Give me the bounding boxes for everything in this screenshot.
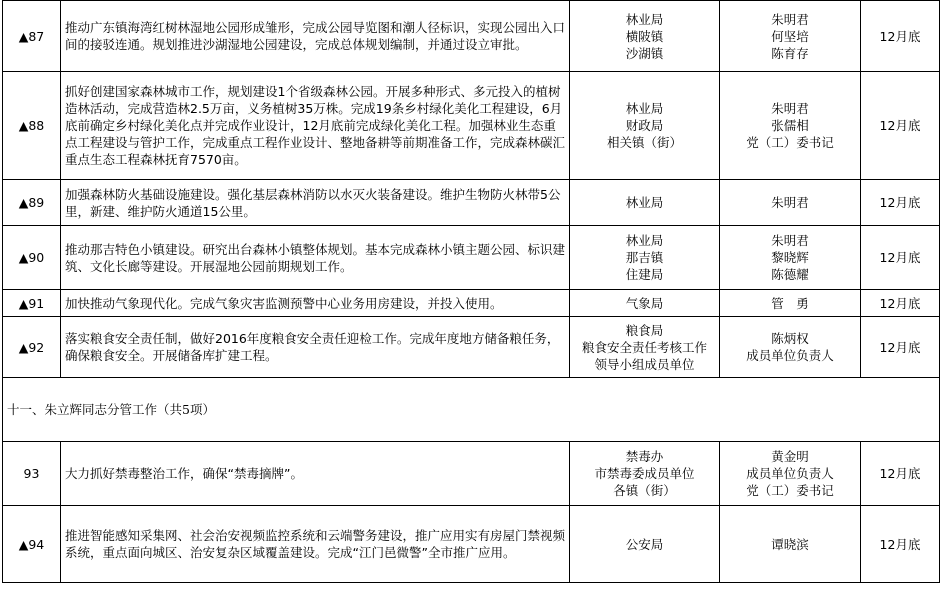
department-name: 各镇（街） [613,483,676,498]
person-name: 管 勇 [771,295,809,311]
department-name: 领导小组成员单位 [594,356,695,372]
person-name: 张儒相 [771,118,809,133]
task-description: 推进智能感知采集网、社会治安视频监控系统和云端警务建设，推广应用实有房屋门禁视频系统，重点面向城区、治安复杂区域覆盖建设。完成“江门邑微警”全市推广应用。 [61,506,570,583]
deadline: 12月底 [861,290,940,317]
department-name: 粮食安全责任考核工作 [581,339,707,355]
work-task-table [2,0,940,583]
person-name: 成员单位负责人 [746,466,834,481]
person-name: 朱明君 [771,233,809,248]
department-name: 林业局 [625,11,664,27]
person-name: 陈德耀 [771,267,809,282]
person-name: 党（工）委书记 [746,483,834,498]
table-row [3,1,940,72]
department-name: 林业局 [625,195,664,210]
responsible-departments [570,442,720,506]
department-name: 林业局 [625,233,664,248]
table-row [3,290,940,317]
table-row [3,506,940,583]
responsible-persons [720,226,861,290]
responsible-persons [720,442,861,506]
deadline: 12月底 [861,1,940,72]
item-number: ▲89 [3,180,61,226]
responsible-departments [570,506,720,583]
deadline: 12月底 [861,180,940,226]
person-name: 陈炳权 [771,331,809,346]
person-name: 朱明君 [771,11,809,27]
person-name: 黎晓辉 [771,250,809,265]
responsible-departments [570,226,720,290]
responsible-persons [720,290,861,317]
person-name: 黄金明 [771,449,809,464]
task-description: 推动广东镇海湾红树林湿地公园形成雏形，完成公园导览图和潮人径标识，实现公园出入口间的接驳连通。规划推进沙湖湿地公园建设，完成总体规划编制，并通过设立审批。 [61,1,570,72]
person-name: 朱明君 [771,101,809,116]
item-number: ▲87 [3,1,61,72]
deadline: 12月底 [861,442,940,506]
person-name: 陈育存 [771,45,809,61]
responsible-departments [570,72,720,180]
person-name: 谭晓滨 [771,536,809,552]
task-description: 推动那吉特色小镇建设。研究出台森林小镇整体规划。基本完成森林小镇主题公园、标识建筑、文化长廊等建设。开展湿地公园前期规划工作。 [61,226,570,290]
deadline: 12月底 [861,226,940,290]
task-description: 抓好创建国家森林城市工作，规划建设1个省级森林公园。开展多种形式、多元投入的植树造林活动，完成营造林2.5万亩，义务植树35万株。完成19条乡村绿化美化工程建设，6月底前确定乡村绿化美化点并完成作业设计，12月底前完成绿化美化工程。加强林业生态重点工程建设与管护工作，完成重点工程作业设计、整地备耕等前期准备工作，完成森林碳汇重点生态工程森林抚育7570亩。 [61,72,570,180]
department-name: 住建局 [625,267,664,282]
responsible-departments [570,317,720,378]
responsible-persons [720,1,861,72]
person-name: 何坚培 [771,28,809,44]
responsible-persons [720,72,861,180]
person-name: 成员单位负责人 [746,348,834,363]
department-name: 林业局 [625,101,664,116]
task-description: 加强森林防火基础设施建设。强化基层森林消防以水灭火装备建设。维护生物防火林带5公里，新建、维护防火通道15公里。 [61,180,570,226]
deadline: 12月底 [861,72,940,180]
department-name: 那吉镇 [625,250,664,265]
department-name: 气象局 [625,295,664,311]
person-name: 朱明君 [771,195,809,210]
department-name: 粮食局 [625,322,664,338]
responsible-departments [570,290,720,317]
item-number: ▲92 [3,317,61,378]
deadline: 12月底 [861,506,940,583]
item-number: ▲94 [3,506,61,583]
deadline: 12月底 [861,317,940,378]
item-number: 93 [3,442,61,506]
department-name: 财政局 [625,118,664,133]
table-row [3,180,940,226]
department-name: 市禁毒委成员单位 [594,466,695,481]
table-row [3,317,940,378]
department-name: 沙湖镇 [625,45,664,61]
task-description: 加快推动气象现代化。完成气象灾害监测预警中心业务用房建设，并投入使用。 [61,290,570,317]
person-name: 党（工）委书记 [746,135,834,150]
responsible-persons [720,506,861,583]
section-header-row [3,378,940,442]
responsible-departments [570,180,720,226]
department-name: 横陂镇 [625,28,664,44]
item-number: ▲90 [3,226,61,290]
item-number: ▲91 [3,290,61,317]
responsible-persons [720,317,861,378]
section-title: 十一、朱立辉同志分管工作（共5项） [3,378,940,442]
task-description: 大力抓好禁毒整治工作，确保“禁毒摘牌”。 [61,442,570,506]
responsible-departments [570,1,720,72]
task-description: 落实粮食安全责任制，做好2016年度粮食安全责任迎检工作。完成年度地方储备粮任务，确保粮食安全。开展储备库扩建工程。 [61,317,570,378]
responsible-persons [720,180,861,226]
table-row [3,442,940,506]
department-name: 公安局 [625,536,664,552]
item-number: ▲88 [3,72,61,180]
table-row [3,226,940,290]
department-name: 禁毒办 [625,449,664,464]
department-name: 相关镇（街） [606,135,682,150]
table-row [3,72,940,180]
